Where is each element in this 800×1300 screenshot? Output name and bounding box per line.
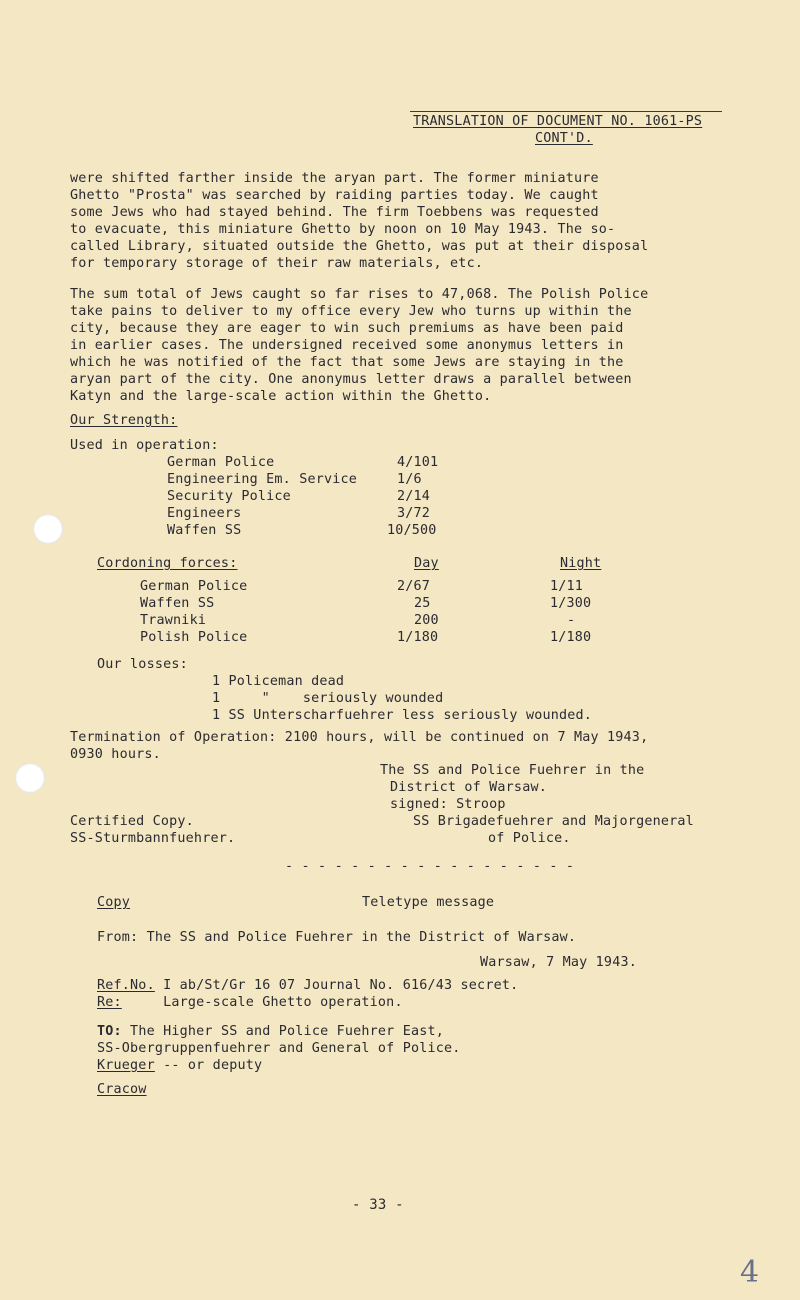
teletype-ref [97, 977, 518, 994]
punch-hole-bottom [15, 763, 45, 793]
paragraph-line: to evacuate, this miniature Ghetto by noon on 10 May 1943. The so- [70, 222, 616, 237]
paragraph-line: city, because they are eager to win such premiums as have been paid [70, 321, 624, 336]
ref-label: Ref.No. [97, 978, 155, 993]
signature-line: District of Warsaw. [390, 780, 547, 795]
cordoning-unit: Polish Police [140, 630, 248, 645]
cordoning-day: 200 [414, 613, 439, 628]
paragraph-line: Katyn and the large-scale action within the Ghetto. [70, 389, 492, 404]
teletype-krueger [97, 1057, 262, 1074]
cordoning-day: 2/67 [397, 579, 431, 594]
to-text: The Higher SS and Police Fuehrer East, [121, 1024, 445, 1039]
strength-unit: Security Police [167, 489, 291, 504]
losses-line: 1 " seriously wounded [212, 691, 444, 706]
teletype-to [97, 1023, 444, 1040]
certified-copy: Certified Copy. [70, 814, 194, 829]
signature-line: The SS and Police Fuehrer in the [380, 763, 645, 778]
losses-line: 1 SS Unterscharfuehrer less seriously wounded. [212, 708, 593, 723]
paragraph-line: were shifted farther inside the aryan part. The former miniature [70, 171, 599, 186]
strength-value: 2/14 [397, 489, 431, 504]
paragraph-line: in earlier cases. The undersigned received some anonymus letters in [70, 338, 624, 353]
signature-line: of Police. [488, 831, 571, 846]
krueger-name: Krueger [97, 1058, 155, 1073]
paragraph-line: which he was notified of the fact that some Jews are staying in the [70, 355, 624, 370]
paragraph-line: take pains to deliver to my office every Jew who turns up within the [70, 304, 632, 319]
cordoning-day: 25 [414, 596, 431, 611]
used-in-operation-label: Used in operation: [70, 438, 219, 453]
cordoning-unit: Trawniki [140, 613, 207, 628]
paragraph-line: for temporary storage of their raw materials, etc. [70, 256, 484, 271]
termination-line: Termination of Operation: 2100 hours, will be continued on 7 May 1943, [70, 730, 649, 745]
page-number: - 33 - [352, 1197, 404, 1213]
cordoning-night: 1/180 [550, 630, 592, 645]
header-title: TRANSLATION OF DOCUMENT NO. 1061-PS [413, 114, 703, 129]
strength-value: 10/500 [387, 523, 437, 538]
paragraph-line: The sum total of Jews caught so far rises to 47,068. The Polish Police [70, 287, 649, 302]
teletype-to-line2: SS-Obergruppenfuehrer and General of Police. [97, 1041, 461, 1056]
strength-value: 4/101 [397, 455, 439, 470]
paragraph-line: some Jews who had stayed behind. The firm Toebbens was requested [70, 205, 599, 220]
night-column-header: Night [560, 556, 602, 571]
paragraph-line: called Library, situated outside the Ghetto, was put at their disposal [70, 239, 649, 254]
cordoning-night: 1/300 [550, 596, 592, 611]
cordoning-day: 1/180 [397, 630, 439, 645]
handwritten-page-mark: 4 [740, 1255, 760, 1290]
krueger-rest: -- or deputy [154, 1058, 263, 1073]
to-label: TO: [97, 1024, 122, 1039]
day-column-header: Day [414, 556, 439, 571]
strength-unit: Engineers [167, 506, 242, 521]
cordoning-heading: Cordoning forces: [97, 556, 238, 571]
copy-label: Copy [97, 895, 131, 910]
paragraph-line: aryan part of the city. One anonymus letter draws a parallel between [70, 372, 632, 387]
losses-line: 1 Policeman dead [212, 674, 345, 689]
ref-text: I ab/St/Gr 16 07 Journal No. 616/43 secret. [154, 978, 519, 993]
strength-unit: Waffen SS [167, 523, 242, 538]
teletype-date: Warsaw, 7 May 1943. [480, 955, 637, 970]
header-top-rule [410, 111, 722, 112]
strength-unit: Engineering Em. Service [167, 472, 358, 487]
strength-heading: Our Strength: [70, 413, 178, 428]
signature-line: SS Brigadefuehrer and Majorgeneral [413, 814, 694, 829]
re-text: Large-scale Ghetto operation. [121, 995, 403, 1010]
strength-unit: German Police [167, 455, 275, 470]
cordoning-unit: German Police [140, 579, 248, 594]
strength-value: 3/72 [397, 506, 431, 521]
signature-line: signed: Stroop [390, 797, 506, 812]
cordoning-unit: Waffen SS [140, 596, 215, 611]
cordoning-night: 1/11 [550, 579, 584, 594]
strength-value: 1/6 [397, 472, 422, 487]
paragraph-line: Ghetto "Prosta" was searched by raiding parties today. We caught [70, 188, 599, 203]
header-subtitle: CONT'D. [535, 131, 593, 146]
teletype-from: From: The SS and Police Fuehrer in the District of Warsaw. [97, 930, 577, 945]
re-label: Re: [97, 995, 122, 1010]
cordoning-night: - [567, 613, 576, 628]
termination-line: 0930 hours. [70, 747, 161, 762]
teletype-title: Teletype message [362, 895, 495, 910]
separator-dashes: - - - - - - - - - - - - - - - - - - [285, 859, 575, 874]
punch-hole-top [33, 514, 63, 544]
certified-rank: SS-Sturmbannfuehrer. [70, 831, 236, 846]
teletype-cracow: Cracow [97, 1082, 147, 1097]
losses-heading: Our losses: [97, 657, 188, 672]
teletype-re [97, 994, 403, 1011]
